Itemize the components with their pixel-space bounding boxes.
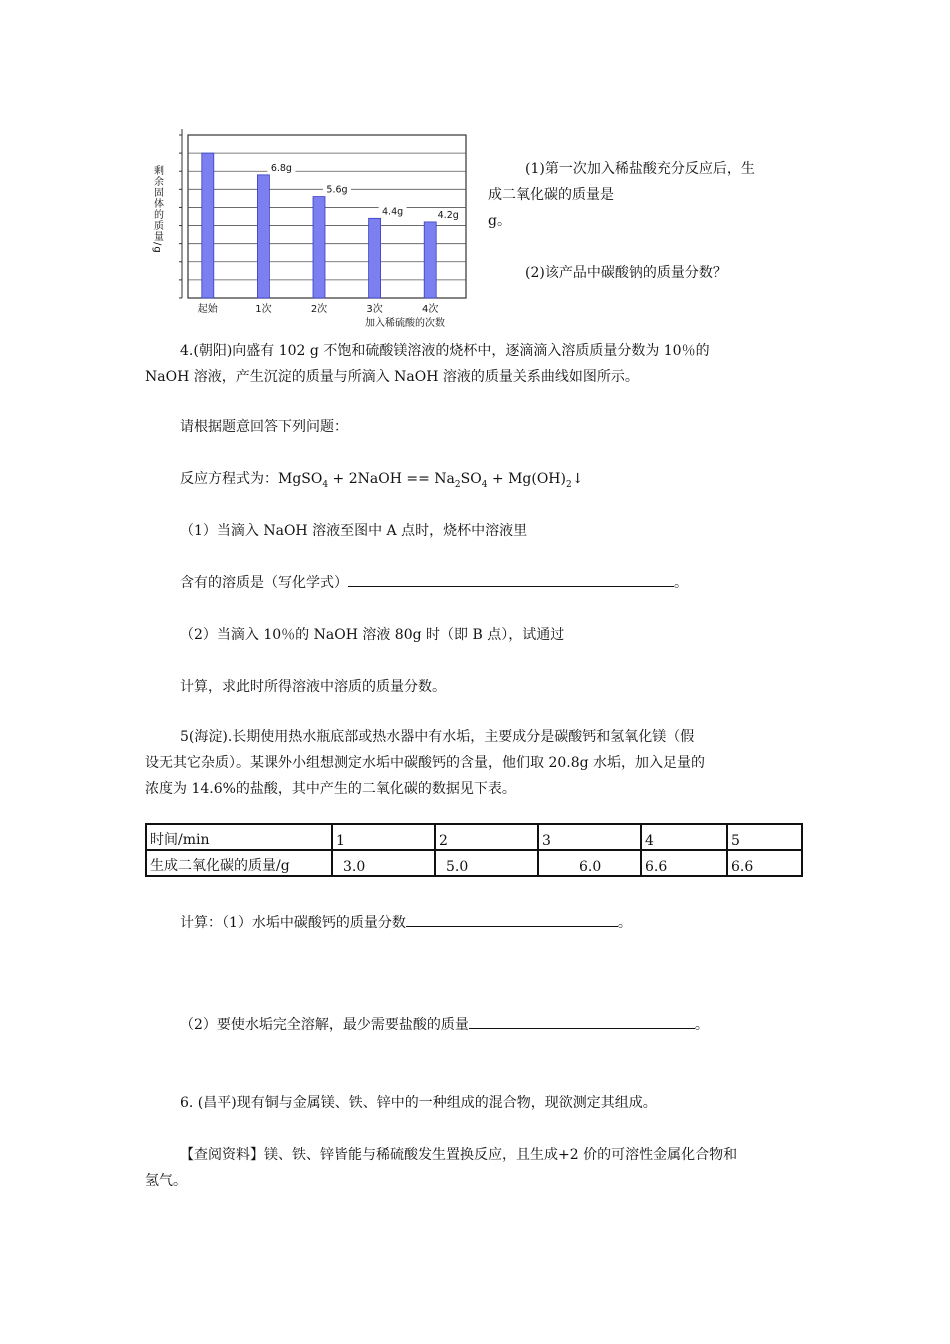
table-cell: 6.6	[641, 850, 727, 876]
bar	[202, 153, 214, 298]
q3-part1-line1: (1)第一次加入稀盐酸充分反应后，生	[525, 161, 755, 177]
data-label: 5.6g	[326, 184, 348, 196]
table-cell: 生成二氧化碳的质量/g	[146, 850, 332, 876]
table-cell: 时间/min	[146, 824, 332, 850]
table-cell: 6.6	[727, 850, 802, 876]
q4-part1-line1: （1）当滴入 NaOH 溶液至图中 A 点时，烧杯中溶液里	[180, 523, 528, 539]
table-cell: 1	[332, 824, 435, 850]
q6-info-label: 【查阅资料】	[180, 1147, 264, 1163]
bar	[369, 218, 381, 298]
eq-sub4: 2	[565, 479, 572, 490]
q5-calc2	[180, 1014, 709, 1036]
x-tick-label: 4次	[422, 304, 439, 315]
q4-stem-line2: NaOH 溶液，产生沉淀的质量与所滴入 NaOH 溶液的质量关系曲线如图所示。	[145, 369, 639, 385]
table-cell: 3.0	[332, 850, 435, 876]
q3-part2: (2)该产品中碳酸钠的质量分数？	[525, 265, 727, 281]
q4-equation	[180, 468, 583, 496]
q4-part1-end: 。	[674, 575, 688, 591]
table-cell: 3	[538, 824, 641, 850]
q6-info-text: 镁、铁、锌皆能与稀硫酸发生置换反应，且生成+2 价的可溶性金属化合物和	[264, 1147, 738, 1163]
data-label: 4.4g	[382, 206, 404, 218]
data-label: 6.8g	[270, 162, 292, 174]
q5-calc1	[180, 912, 632, 934]
q3-part1-line2: 成二氧化碳的质量是	[488, 187, 614, 203]
eq-sub3: 4	[481, 479, 488, 490]
x-axis-label: 加入稀硫酸的次数	[365, 318, 445, 329]
q4-part2-line1: （2）当滴入 10％的 NaOH 溶液 80g 时（即 B 点），试通过	[180, 627, 565, 643]
q5-stem-line2: 设无其它杂质）。某课外小组想测定水垢中碳酸钙的含量，他们取 20.8g 水垢，加入足量的	[145, 755, 706, 771]
x-tick-label: 2次	[310, 304, 328, 315]
q4-prompt: 请根据题意回答下列问题：	[180, 419, 348, 435]
table-cell: 5.0	[435, 850, 538, 876]
q3-part1-unit: g。	[488, 213, 511, 229]
eq-sub2: 2	[454, 479, 461, 490]
co2-data-table	[145, 823, 803, 877]
data-label: 4.2g	[437, 209, 459, 221]
eq-sub1: 4	[322, 479, 329, 490]
table-row	[146, 850, 802, 876]
q5-stem-line3: 浓度为 14.6%的盐酸，其中产生的二氧化碳的数据见下表。	[145, 781, 516, 797]
eq-mid: + 2NaOH == Na	[328, 471, 455, 487]
bar-chart	[145, 125, 485, 330]
bar	[313, 197, 325, 298]
answer-blank[interactable]	[348, 572, 674, 587]
table-cell: 4	[641, 824, 727, 850]
q6-info-line1	[180, 1144, 737, 1166]
eq-arrow: ↓	[571, 471, 584, 487]
q5-calc1-text: 计算：（1）水垢中碳酸钙的质量分数	[180, 915, 406, 931]
chart-labels	[152, 162, 463, 329]
q5-calc2-end: 。	[694, 1017, 709, 1033]
x-tick-label: 3次	[366, 304, 383, 315]
y-axis-label: 剩余固体的质量/g	[151, 165, 163, 254]
q4-part1-line2	[180, 572, 688, 594]
q4-part2-line2: 计算，求此时所得溶液中溶质的质量分数。	[180, 679, 446, 695]
q5-stem-line1: 5(海淀).长期使用热水瓶底部或热水器中有水垢，主要成分是碳酸钙和氢氧化镁（假	[180, 729, 695, 745]
q4-part1-text: 含有的溶质是（写化学式）	[180, 575, 348, 591]
eq-so: SO	[460, 471, 482, 487]
q4-stem-line1: 4.(朝阳)向盛有 102 g 不饱和硫酸镁溶液的烧杯中，逐滴滴入溶质质量分数为 10％的	[180, 343, 710, 359]
x-tick-label: 1次	[255, 304, 272, 315]
eq-prefix: 反应方程式为：MgSO	[180, 471, 323, 487]
bar	[257, 175, 269, 298]
eq-mg: + Mg(OH)	[487, 471, 566, 487]
answer-blank[interactable]	[469, 1014, 695, 1029]
q6-stem: 6. (昌平)现有铜与金属镁、铁、锌中的一种组成的混合物，现欲测定其组成。	[180, 1095, 657, 1111]
q5-calc1-end: 。	[617, 915, 632, 931]
bar	[424, 222, 436, 298]
table-cell: 2	[435, 824, 538, 850]
table-cell: 6.0	[538, 850, 641, 876]
q6-info-line2: 氢气。	[145, 1173, 187, 1189]
answer-blank[interactable]	[406, 912, 618, 927]
x-tick-label: 起始	[197, 304, 218, 315]
q5-calc2-text: （2）要使水垢完全溶解，最少需要盐酸的质量	[180, 1017, 469, 1033]
chart-axes	[179, 129, 182, 298]
table-row	[146, 824, 802, 850]
table-cell: 5	[727, 824, 802, 850]
